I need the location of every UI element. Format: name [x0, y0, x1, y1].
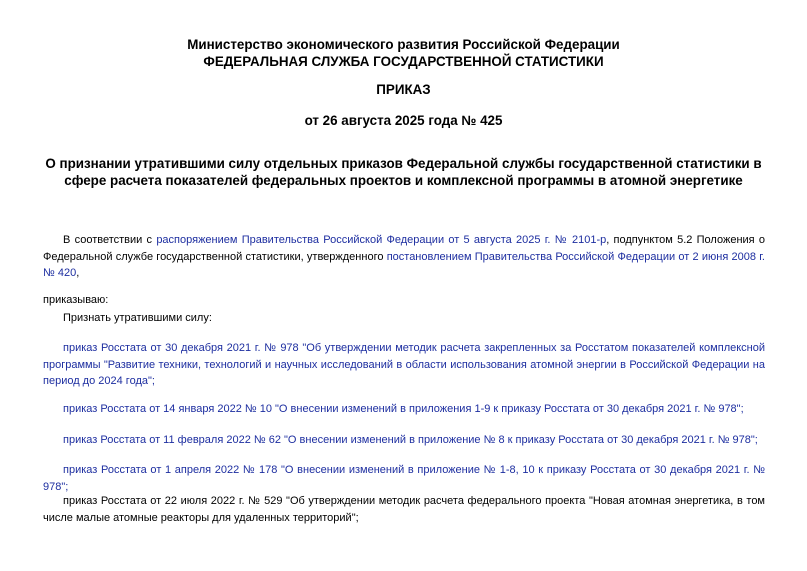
postanovlenie-link[interactable]: постановлением Правительства Российской Федерации от 2 июня 2008 г. № 420: [43, 250, 765, 279]
list-item-2[interactable]: приказ Росстата от 14 января 2022 № 10 "О внесении изменений в приложения 1-9 к приказу Росстата от 30 декабря 2021 г. № 978";: [63, 403, 744, 415]
doc-type: ПРИКАЗ: [376, 82, 431, 97]
rasporyazhenie-link[interactable]: распоряжением Правительства Российской Федерации от 5 августа 2025 г. № 2101-р: [156, 234, 607, 246]
preamble-text-1: В соответствии с: [63, 234, 157, 246]
list-item-3[interactable]: приказ Росстата от 11 февраля 2022 № 62 "О внесении изменений в приложение № 8 к приказу Росстата от 30 декабря 2021 г. № 978";: [63, 434, 758, 446]
document-title: О признании утратившими силу отдельных приказов Федеральной службы государственной статистики в сфере расчета показателей федеральных проектов и комплексной программы в атомной энергетике: [45, 156, 762, 188]
preamble-paragraph: [43, 232, 765, 282]
list-item-5: приказ Росстата от 22 июля 2022 г. № 529 "Об утверждении методик расчета федерального проекта "Новая атомная энергетика, в том числе малые атомные реакторы для удаленных территорий";: [43, 495, 765, 524]
ministry-name: Министерство экономического развития Российской Федерации: [187, 37, 620, 52]
list-item-1[interactable]: приказ Росстата от 30 декабря 2021 г. № 978 "Об утверждении методик расчета закрепленных за Росстатом показателей комплексной программы "Развитие техники, технологий и научных исследований в области использования атомной энергии в Российской Федерации на период до 2024 года";: [43, 342, 765, 387]
service-name: ФЕДЕРАЛЬНАЯ СЛУЖБА ГОСУДАРСТВЕННОЙ СТАТИСТИКИ: [203, 54, 604, 69]
preamble-text-3: ,: [76, 267, 80, 279]
order-word: приказываю:: [43, 294, 109, 306]
declare-text: Признать утратившими силу:: [63, 312, 212, 324]
list-item-4[interactable]: приказ Росстата от 1 апреля 2022 № 178 "О внесении изменений в приложение № 1-8, 10 к приказу Росстата от 30 декабря 2021 г. № 978";: [43, 464, 765, 493]
preamble-text-2: , подпунктом 5.2 Положения о Федеральной службе государственной статистики, утвержденного: [43, 234, 765, 263]
doc-date-number: от 26 августа 2025 года № 425: [304, 113, 503, 128]
